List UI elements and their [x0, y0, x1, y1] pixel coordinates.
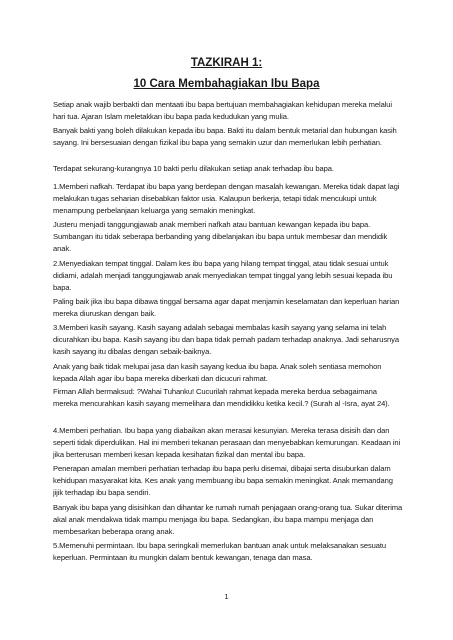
document-title: TAZKIRAH 1: [190, 57, 263, 69]
paragraph: Setiap anak wajib berbakti dan mentaati ibu bapa bertujuan membahagiakan kehidupan mereka melalui hari tua. Ajaran Islam meletakkan ibu bapa pada kedudukan yang mulia. [53, 100, 392, 122]
paragraph: Penerapan amalan memberi perhatian terhadap ibu bapa perlu disemai, dibajai serta disuburkan dalam kehidupan masyarakat kita. Kes anak yang membuang ibu bapa semakin meningkat. Anak memandang jijik terhadap ibu bapa sendiri. [53, 464, 393, 498]
paragraph: 4.Memberi perhatian. Ibu bapa yang diabaikan akan merasai kesunyian. Mereka terasa disisih dan dan seperti tidak diperdulikan. Hal ini memberi tekanan perasaan dan menyebabkan kemurungan. Keadaan ini jika berterusan memberi kesan kepada kesihatan fizikal dan mental ibu bapa. [53, 426, 401, 460]
page-number: 1 [224, 592, 229, 601]
paragraph: Banyak ibu bapa yang disisihkan dan dihantar ke rumah rumah penjagaan orang-orang tua. Sukar diterima akal anak mendakwa tidak mampu menjaga ibu bapa. Sedangkan, ibu bapa mampu menjaga dan membesarkan beberapa orang anak. [53, 503, 403, 537]
paragraph: Banyak bakti yang boleh dilakukan kepada ibu bapa. Bakti itu dalam bentuk metarial dan hubungan kasih sayang. Ini bersesuaian dengan fizikal ibu bapa yang semakin uzur dan memerlukan lebih perhatian. [53, 126, 397, 148]
paragraph: Justeru menjadi tanggungjawab anak memberi nafkah atau bantuan kewangan kepada ibu bapa. Sumbangan itu tidak seberapa berbanding yang dibelanjakan ibu bapa untuk membesar dan mendidik anak. [53, 220, 388, 254]
paragraph: Anak yang baik tidak melupai jasa dan kasih sayang kedua ibu bapa. Anak soleh sentiasa memohon kepada Allah agar ibu bapa mereka diberkati dan dicucuri rahmat. [53, 362, 382, 384]
paragraph: Firman Allah bermaksud: ?Wahai Tuhanku! Cucurilah rahmat kepada mereka berdua sebagaimana mereka mencurahkan kasih sayang memelihara dan mendidikku ketika kecil.? (Surah al -Isra, ayat 24). [53, 387, 390, 409]
paragraph: Paling baik jika ibu bapa dibawa tinggal bersama agar dapat menjamin keselamatan dan keperluan harian mereka diuruskan dengan baik. [53, 297, 400, 319]
paragraph: 5.Memenuhi permintaan. Ibu bapa seringkali memerlukan bantuan anak untuk melaksanakan sesuatu keperluan. Permintaan itu mungkin dalam bentuk kewangan, tenaga dan masa. [53, 541, 387, 563]
paragraph: 2.Menyediakan tempat tinggal. Dalam kes ibu bapa yang hilang tempat tinggal, atau tidak sesuai untuk didiami, adalah menjadi tanggungjawab anak menyediakan tempat tinggal yang lebih sesuai kepada ibu bapa. [53, 259, 393, 293]
paragraph: 3.Memberi kasih sayang. Kasih sayang adalah sebagai membalas kasih sayang yang selama ini telah dicurahkan ibu bapa. Kasih sayang ibu dan bapa tidak pernah padam terhadap anaknya. Jadi seharusnya kasih sayang itu dibalas dengan sebaik-baiknya. [53, 323, 399, 357]
paragraph: 1.Memberi nafkah. Terdapat ibu bapa yang berdepan dengan masalah kewangan. Mereka tidak dapat lagi melakukan tugas seharian disebabkan faktor usia. Kalaupun berkerja, tetapi tidak mencukupi untuk menampung perbelanjaan keluarga yang semakin meningkat. [53, 182, 400, 216]
paragraph: Terdapat sekurang-kurangnya 10 bakti perlu dilakukan setiap anak terhadap ibu bapa. [53, 164, 334, 173]
document-subtitle: 10 Cara Membahagiakan Ibu Bapa [133, 78, 320, 90]
